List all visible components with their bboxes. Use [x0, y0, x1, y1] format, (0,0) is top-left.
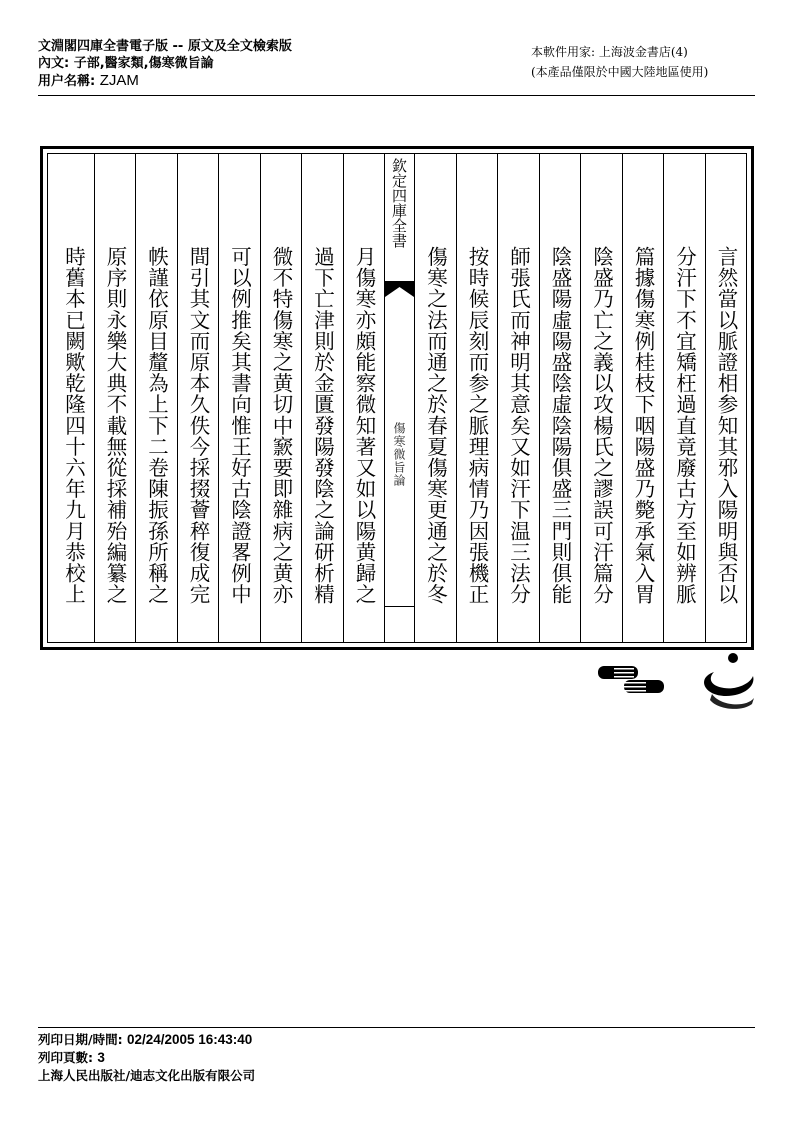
center-fold-column	[384, 154, 414, 642]
print-datetime	[38, 1031, 255, 1049]
text-column: 原序則永樂大典不載無從採補殆編纂之	[94, 154, 136, 642]
text-column: 分汗下不宜矯枉過直竟廢古方至如辨脈	[663, 154, 705, 642]
print-pages	[38, 1049, 255, 1067]
footer-divider	[38, 1027, 755, 1028]
text-column: 師張氏而神明其意矣又如汗下温三法分	[497, 154, 539, 642]
text-column: 時舊本已闕歟乾隆四十六年九月恭校上	[61, 246, 86, 605]
brush-logo-icon	[704, 653, 754, 709]
text-column: 月傷寒亦頗能察微知著又如以陽黄歸之	[343, 154, 385, 642]
header-divider	[38, 95, 755, 96]
center-divider	[385, 606, 414, 607]
publishers: 上海人民出版社/迪志文化出版有限公司	[38, 1068, 256, 1083]
text-column: 微不特傷寒之黄切中窾要即雜病之黄亦	[260, 154, 302, 642]
text-column: 過下亡津則於金匱發陽發陰之論研析精	[301, 154, 343, 642]
text-column: 陰盛陽虛陽盛陰虛陰陽俱盛三門則俱能	[539, 154, 581, 642]
text-column: 按時候辰刻而参之脈理病情乃因張機正	[456, 154, 498, 642]
document-footer	[38, 1031, 255, 1085]
user-label: 用户名稱:	[38, 74, 96, 89]
fishtail-mark-icon	[385, 281, 414, 303]
licensee: 本軟件用家: 上海波金書店(4)	[531, 45, 688, 59]
content-value: 子部,醫家類,傷寒微旨論	[73, 56, 214, 71]
app-title: 文淵閣四庫全書電子版 -- 原文及全文檢索版	[38, 39, 292, 54]
region-note: (本產品僅限於中國大陸地區使用)	[531, 65, 709, 79]
user-value: ZJAM	[99, 72, 139, 89]
book-page-columns	[47, 153, 747, 643]
print-datetime-label: 列印日期/時間:	[38, 1032, 123, 1047]
print-pages-value: 3	[97, 1050, 105, 1065]
content-path	[38, 55, 292, 72]
text-column: 言然當以脈證相参知其邪入陽明與否以	[705, 154, 747, 642]
content-label: 內文:	[38, 56, 70, 71]
text-column: 陰盛乃亡之義以攻楊氏之謬誤可汗篇分	[580, 154, 622, 642]
print-datetime-value: 02/24/2005 16:43:40	[126, 1032, 253, 1047]
book-page-frame	[40, 146, 754, 650]
document-header	[38, 38, 292, 90]
user-name	[38, 72, 292, 90]
print-pages-label: 列印頁數:	[38, 1050, 93, 1065]
text-column: 篇據傷寒例桂枝下咽陽盛乃斃承氣入胃	[622, 154, 664, 642]
publisher-logos	[596, 652, 756, 712]
book-title: 傷寒微旨論	[392, 422, 406, 487]
text-column: 間引其文而原本久佚今採掇薈稡復成完	[177, 154, 219, 642]
text-column: 傷寒之法而通之於春夏傷寒更通之於冬	[414, 154, 456, 642]
books-logo-icon	[598, 666, 664, 693]
text-column: 可以例推矣其書向惟王好古陰證畧例中	[218, 154, 260, 642]
text-column: 帙謹依原目釐為上下二卷陳振孫所稱之	[135, 154, 177, 642]
license-info	[531, 42, 763, 82]
collection-title: 欽定四庫全書	[390, 158, 408, 248]
